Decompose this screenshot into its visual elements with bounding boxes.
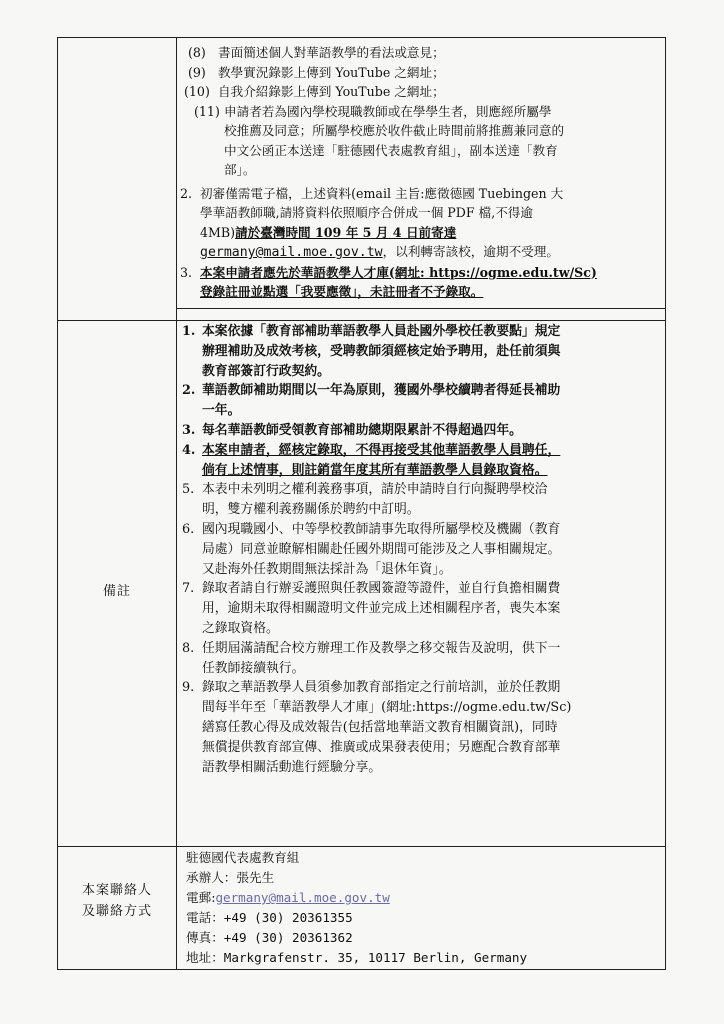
remark-item-cont: 辦理補助及成效考核，受聘教師須經核定始予聘用，赴任前須與 — [202, 343, 561, 359]
list-item: (9) 教學實況錄影上傳到 YouTube 之網址； — [188, 64, 445, 80]
contact-person: 承辦人：張先生 — [186, 870, 275, 885]
remarks-list — [184, 322, 659, 777]
remark-item-cont: 繕寫任教心得及成效報告(包括當地華語文教育相關資訊)，同時 — [202, 719, 558, 735]
contact-label — [58, 880, 176, 922]
list-item-cont: 校推薦及同意；所屬學校應於收件截止時間前將推薦兼同意的 — [224, 123, 565, 138]
contact-label-line2: 及聯絡方式 — [81, 904, 152, 919]
list-item-cont: 中文公函正本送達「駐德國代表處教育組」，副本送達「教育 — [224, 142, 558, 158]
contact-email-link[interactable]: germany@mail.moe.gov.tw — [215, 890, 390, 905]
contact-label-line1: 本案聯絡人 — [81, 883, 152, 898]
contact-fax: 傳真：+49 (30) 20361362 — [186, 930, 353, 945]
deadline-text: 請於臺灣時間 109 年 5 月 4 日前寄達 — [235, 224, 457, 240]
list-item-cont: 4MB)請於臺灣時間 109 年 5 月 4 日前寄達 — [200, 224, 457, 240]
list-item: (8) 書面簡述個人對華語教學的看法或意見； — [188, 45, 445, 60]
list-item-cont: 學華語教師職,請將資料依照順序合併成一個 PDF 檔,不得逾 — [200, 205, 533, 220]
list-item: 2. 初審僅需電子檔，上述資料(email 主旨:應徵德國 Tuebingen 大 — [180, 185, 564, 201]
remarks-label: 備註 — [102, 584, 131, 599]
application-materials-list — [180, 43, 659, 302]
list-item-cont: germany@mail.moe.gov.tw，以利轉寄該校，逾期不受理。 — [200, 244, 559, 260]
remark-item: 5. 本表中未列明之權利義務事項，請於申請時自行向擬聘學校洽 — [182, 482, 548, 498]
remark-item: 3. 每名華語教師受領教育部補助總期限累計不得超過四年。 — [182, 422, 522, 438]
row-divider-remarks — [58, 320, 665, 321]
remark-item: 6. 國內現職國小、中等學校教師請事先取得所屬學校及機關（教育 — [182, 521, 561, 537]
remark-item-cont: 語教學相關活動進行經驗分享。 — [202, 759, 382, 775]
remark-item-cont: 任教師接續執行。 — [202, 660, 305, 676]
remark-item: 9. 錄取之華語教學人員須參加教育部指定之行前培訓，並於任教期 — [182, 680, 561, 696]
row-divider-contact — [58, 846, 665, 847]
remark-item-cont: 之錄取資格。 — [202, 620, 279, 636]
remark-item-cont: 明，雙方權利義務關係於聘約中訂明。 — [202, 502, 420, 518]
column-divider — [176, 38, 177, 969]
remark-item-cont: 又赴海外任教期間無法採計為「退休年資」。 — [202, 561, 452, 577]
remark-item: 4. 本案申請者，經核定錄取，不得再接受其他華語教學人員聘任， — [182, 442, 561, 458]
remark-item: 8. 任期屆滿請配合校方辦理工作及教學之移交報告及說明，供下一 — [182, 640, 561, 656]
list-item-cont: 部」。 — [224, 162, 256, 177]
remark-item-cont: 倘有上述情事，則註銷當年度其所有華語教學人員錄取資格。 — [202, 462, 548, 478]
contact-info — [186, 848, 659, 968]
remark-item: 1. 本案依據「教育部補助華語教學人員赴國外學校任教要點」規定 — [182, 324, 561, 339]
remark-item: 2. 華語教師補助期間以一年為原則，獲國外學校續聘者得延長補助 — [182, 383, 561, 399]
list-item: 3. 本案申請者應先於華語教學人才庫(網址: https://ogme.edu.tw/Sc) — [180, 264, 597, 280]
list-item-cont: 登錄註冊並點選「我要應徵」，未註冊者不予錄取。 — [200, 284, 484, 299]
list-item: (10) 自我介紹錄影上傳到 YouTube 之網址； — [184, 84, 445, 99]
contact-email-row: 電郵:germany@mail.moe.gov.tw — [186, 890, 390, 905]
list-item: (11) 申請者若為國內學校現職教師或在學學生者，則應經所屬學 — [194, 103, 552, 119]
submission-email[interactable]: germany@mail.moe.gov.tw — [200, 245, 383, 260]
contact-address: 地址：Markgrafenstr. 35, 10117 Berlin, Germany — [186, 950, 528, 965]
remark-item-cont: 無償提供教育部宣傳、推廣或成果發表使用；另應配合教育部華 — [202, 739, 561, 755]
remark-item-cont: 一年。 — [202, 403, 241, 419]
remark-item-cont: 教育部簽訂行政契約。 — [202, 363, 330, 379]
contact-office: 駐德國代表處教育組 — [186, 850, 300, 865]
remark-item-cont: 局處）同意並瞭解相關赴任國外期間可能涉及之人事相關規定。 — [202, 541, 561, 557]
remark-item-cont: 用，逾期未取得相關證明文件並完成上述相關程序者，喪失本案 — [202, 601, 561, 617]
contact-phone: 電話：+49 (30) 20361355 — [186, 910, 353, 925]
remark-item: 7. 錄取者請自行辦妥護照與任教國簽證等證件，並自行負擔相關費 — [182, 581, 561, 597]
requirements-table — [57, 37, 666, 970]
remark-item-cont: 間每半年至「華語教學人才庫」(網址:https://ogme.edu.tw/Sc) — [202, 700, 572, 716]
row-divider — [176, 308, 665, 309]
